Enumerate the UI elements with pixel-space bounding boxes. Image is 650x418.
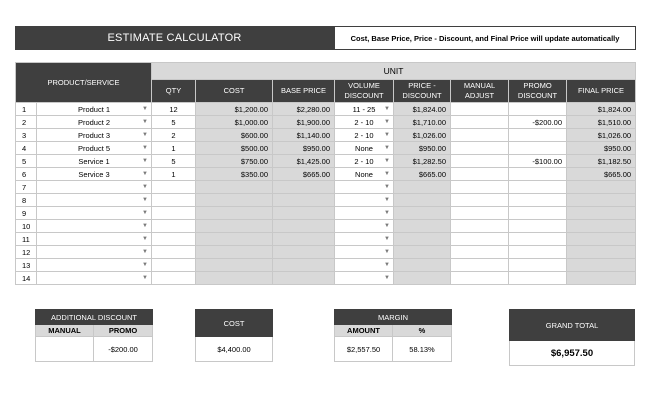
product-name: Product 3 [77, 130, 111, 140]
volume-discount-select[interactable] [335, 129, 394, 142]
manual-adjust-input[interactable] [451, 194, 509, 207]
manual-adjust-input[interactable] [451, 207, 509, 220]
chevron-down-icon[interactable]: ▼ [142, 249, 148, 255]
cost-cell: $1,000.00 [196, 116, 273, 129]
product-select[interactable] [37, 142, 152, 155]
promo-discount-input[interactable] [509, 181, 567, 194]
row-number: 5 [16, 155, 37, 168]
row-number: 14 [16, 272, 37, 285]
col-volume-discount: VOLUME DISCOUNT [335, 80, 394, 103]
base-price-cell [273, 259, 335, 272]
cost-title: COST [196, 310, 273, 337]
cost-cell: $750.00 [196, 155, 273, 168]
promo-discount-input[interactable] [509, 103, 567, 116]
table-row [16, 233, 636, 246]
col-cost: COST [196, 80, 273, 103]
row-number: 12 [16, 246, 37, 259]
promo-label: PROMO [94, 325, 153, 337]
table-row [16, 155, 636, 168]
volume-discount-value: None [355, 169, 373, 179]
product-select[interactable] [37, 272, 152, 285]
col-price-discount: PRICE - DISCOUNT [394, 80, 451, 103]
price-discount-cell [394, 181, 451, 194]
manual-adjust-input[interactable] [451, 259, 509, 272]
base-price-cell: $1,425.00 [273, 155, 335, 168]
table-row [16, 272, 636, 285]
margin-box [334, 309, 452, 362]
cost-cell [196, 181, 273, 194]
manual-adjust-input[interactable] [451, 246, 509, 259]
product-select[interactable] [37, 168, 152, 181]
table-row [16, 246, 636, 259]
price-discount-cell [394, 246, 451, 259]
cost-cell: $1,200.00 [196, 103, 273, 116]
volume-discount-select[interactable] [335, 181, 394, 194]
volume-discount-value: 11 - 25 [352, 104, 376, 114]
base-price-cell: $2,280.00 [273, 103, 335, 116]
product-select[interactable] [37, 129, 152, 142]
chevron-down-icon[interactable]: ▼ [384, 236, 390, 242]
manual-adjust-input[interactable] [451, 233, 509, 246]
final-price-cell [567, 246, 636, 259]
chevron-down-icon[interactable]: ▼ [384, 197, 390, 203]
volume-discount-value: 2 - 10 [354, 117, 374, 127]
additional-discount-title: ADDITIONAL DISCOUNT [36, 310, 153, 325]
price-discount-cell [394, 220, 451, 233]
volume-discount-select[interactable] [335, 142, 394, 155]
table-row [16, 142, 636, 155]
cost-cell [196, 246, 273, 259]
qty-input[interactable]: 1 [152, 168, 196, 181]
product-name: Service 1 [78, 156, 110, 166]
chevron-down-icon[interactable]: ▼ [384, 210, 390, 216]
product-select[interactable] [37, 259, 152, 272]
promo-discount-input[interactable] [509, 168, 567, 181]
manual-adjust-input[interactable] [451, 142, 509, 155]
row-number: 1 [16, 103, 37, 116]
chevron-down-icon[interactable]: ▼ [142, 106, 148, 112]
base-price-cell: $665.00 [273, 168, 335, 181]
table-row [16, 207, 636, 220]
promo-discount-input[interactable] [509, 246, 567, 259]
grand-total-title: GRAND TOTAL [510, 310, 635, 341]
col-final-price: FINAL PRICE [567, 80, 636, 103]
price-discount-cell: $1,282.50 [394, 155, 451, 168]
product-name: Service 3 [78, 169, 110, 179]
qty-input[interactable] [152, 181, 196, 194]
volume-discount-value: None [355, 143, 373, 153]
volume-discount-value: 2 - 10 [354, 130, 374, 140]
chevron-down-icon[interactable]: ▼ [384, 262, 390, 268]
final-price-cell: $1,026.00 [567, 129, 636, 142]
final-price-cell [567, 181, 636, 194]
qty-input[interactable] [152, 207, 196, 220]
chevron-down-icon[interactable]: ▼ [142, 210, 148, 216]
final-price-cell [567, 272, 636, 285]
volume-discount-select[interactable] [335, 233, 394, 246]
final-price-cell: $665.00 [567, 168, 636, 181]
qty-input[interactable] [152, 220, 196, 233]
price-discount-cell: $1,710.00 [394, 116, 451, 129]
row-number: 6 [16, 168, 37, 181]
product-select[interactable] [37, 155, 152, 168]
base-price-cell [273, 246, 335, 259]
estimate-table [15, 62, 636, 285]
volume-discount-select[interactable] [335, 103, 394, 116]
qty-input[interactable] [152, 272, 196, 285]
final-price-cell [567, 233, 636, 246]
chevron-down-icon[interactable]: ▼ [142, 262, 148, 268]
table-row [16, 116, 636, 129]
promo-discount-input[interactable] [509, 220, 567, 233]
chevron-down-icon[interactable]: ▼ [142, 145, 148, 151]
chevron-down-icon[interactable]: ▼ [384, 158, 390, 164]
price-discount-cell: $665.00 [394, 168, 451, 181]
product-select[interactable] [37, 233, 152, 246]
qty-input[interactable] [152, 246, 196, 259]
row-number: 3 [16, 129, 37, 142]
chevron-down-icon[interactable]: ▼ [384, 106, 390, 112]
promo-discount-input[interactable] [509, 233, 567, 246]
row-number: 2 [16, 116, 37, 129]
chevron-down-icon[interactable]: ▼ [384, 184, 390, 190]
volume-discount-select[interactable] [335, 168, 394, 181]
qty-input[interactable]: 5 [152, 116, 196, 129]
margin-amount-label: AMOUNT [335, 325, 393, 337]
manual-discount-input[interactable] [36, 337, 94, 362]
col-qty: QTY [152, 80, 196, 103]
chevron-down-icon[interactable]: ▼ [142, 236, 148, 242]
qty-input[interactable]: 5 [152, 155, 196, 168]
product-select[interactable] [37, 194, 152, 207]
chevron-down-icon[interactable]: ▼ [142, 197, 148, 203]
row-number: 13 [16, 259, 37, 272]
table-row [16, 259, 636, 272]
manual-adjust-input[interactable] [451, 220, 509, 233]
table-row [16, 220, 636, 233]
promo-discount-input[interactable] [509, 272, 567, 285]
product-name: Product 1 [77, 104, 111, 114]
final-price-cell [567, 207, 636, 220]
table-row [16, 181, 636, 194]
chevron-down-icon[interactable]: ▼ [384, 275, 390, 281]
cost-cell: $600.00 [196, 129, 273, 142]
margin-amount-value: $2,557.50 [335, 337, 393, 362]
product-name: Product 2 [77, 117, 111, 127]
cost-cell [196, 207, 273, 220]
price-discount-cell [394, 233, 451, 246]
chevron-down-icon[interactable]: ▼ [384, 132, 390, 138]
product-select[interactable] [37, 246, 152, 259]
volume-discount-select[interactable] [335, 220, 394, 233]
chevron-down-icon[interactable]: ▼ [142, 158, 148, 164]
promo-discount-input[interactable] [509, 259, 567, 272]
product-select[interactable] [37, 116, 152, 129]
volume-discount-select[interactable] [335, 194, 394, 207]
volume-discount-select[interactable] [335, 207, 394, 220]
col-base-price: BASE PRICE [273, 80, 335, 103]
qty-input[interactable]: 2 [152, 129, 196, 142]
chevron-down-icon[interactable]: ▼ [142, 119, 148, 125]
col-promo-discount: PROMO DISCOUNT [509, 80, 567, 103]
row-number: 9 [16, 207, 37, 220]
final-price-cell [567, 194, 636, 207]
manual-adjust-input[interactable] [451, 129, 509, 142]
manual-adjust-input[interactable] [451, 155, 509, 168]
cost-total-value: $4,400.00 [196, 337, 273, 362]
volume-discount-select[interactable] [335, 155, 394, 168]
promo-discount-input[interactable]: -$100.00 [509, 155, 567, 168]
price-discount-cell [394, 207, 451, 220]
product-name: Product 5 [77, 143, 111, 153]
margin-pct-value: 58.13% [393, 337, 452, 362]
final-price-cell [567, 220, 636, 233]
manual-adjust-input[interactable] [451, 116, 509, 129]
grand-total-box [509, 309, 635, 366]
promo-discount-input[interactable] [509, 194, 567, 207]
volume-discount-select[interactable] [335, 246, 394, 259]
qty-input[interactable] [152, 259, 196, 272]
chevron-down-icon[interactable]: ▼ [384, 171, 390, 177]
base-price-cell [273, 207, 335, 220]
additional-discount-box [35, 309, 153, 362]
base-price-cell [273, 233, 335, 246]
chevron-down-icon[interactable]: ▼ [142, 132, 148, 138]
cost-cell [196, 259, 273, 272]
promo-discount-value: -$200.00 [94, 337, 153, 362]
final-price-cell: $1,510.00 [567, 116, 636, 129]
page-title: ESTIMATE CALCULATOR [15, 26, 334, 50]
promo-discount-input[interactable] [509, 142, 567, 155]
product-service-header: PRODUCT/SERVICE [16, 63, 152, 103]
volume-discount-select[interactable] [335, 259, 394, 272]
price-discount-cell [394, 194, 451, 207]
base-price-cell: $950.00 [273, 142, 335, 155]
chevron-down-icon[interactable]: ▼ [384, 145, 390, 151]
chevron-down-icon[interactable]: ▼ [142, 171, 148, 177]
price-discount-cell [394, 259, 451, 272]
volume-discount-select[interactable] [335, 272, 394, 285]
cost-cell [196, 272, 273, 285]
product-select[interactable] [37, 207, 152, 220]
final-price-cell: $950.00 [567, 142, 636, 155]
qty-input[interactable] [152, 233, 196, 246]
unit-header: UNIT [152, 63, 636, 80]
qty-input[interactable]: 12 [152, 103, 196, 116]
cost-cell [196, 220, 273, 233]
col-manual-adjust: MANUAL ADJUST [451, 80, 509, 103]
chevron-down-icon[interactable]: ▼ [142, 275, 148, 281]
grand-total-value: $6,957.50 [510, 341, 635, 366]
margin-pct-label: % [393, 325, 452, 337]
cost-box [195, 309, 273, 362]
manual-adjust-input[interactable] [451, 272, 509, 285]
promo-discount-input[interactable]: -$200.00 [509, 116, 567, 129]
table-row [16, 194, 636, 207]
price-discount-cell: $1,026.00 [394, 129, 451, 142]
chevron-down-icon[interactable]: ▼ [142, 223, 148, 229]
table-row [16, 168, 636, 181]
margin-title: MARGIN [335, 310, 452, 325]
price-discount-cell: $950.00 [394, 142, 451, 155]
final-price-cell: $1,182.50 [567, 155, 636, 168]
price-discount-cell [394, 272, 451, 285]
qty-input[interactable] [152, 194, 196, 207]
qty-input[interactable]: 1 [152, 142, 196, 155]
base-price-cell: $1,140.00 [273, 129, 335, 142]
chevron-down-icon[interactable]: ▼ [384, 249, 390, 255]
final-price-cell [567, 259, 636, 272]
base-price-cell: $1,900.00 [273, 116, 335, 129]
volume-discount-select[interactable] [335, 116, 394, 129]
row-number: 11 [16, 233, 37, 246]
manual-adjust-input[interactable] [451, 103, 509, 116]
chevron-down-icon[interactable]: ▼ [384, 223, 390, 229]
row-number: 7 [16, 181, 37, 194]
table-row [16, 129, 636, 142]
volume-discount-value: 2 - 10 [354, 156, 374, 166]
product-select[interactable] [37, 220, 152, 233]
base-price-cell [273, 220, 335, 233]
manual-adjust-input[interactable] [451, 181, 509, 194]
table-row [16, 103, 636, 116]
cost-cell: $500.00 [196, 142, 273, 155]
row-number: 8 [16, 194, 37, 207]
base-price-cell [273, 194, 335, 207]
chevron-down-icon[interactable]: ▼ [142, 184, 148, 190]
base-price-cell [273, 181, 335, 194]
chevron-down-icon[interactable]: ▼ [384, 119, 390, 125]
final-price-cell: $1,824.00 [567, 103, 636, 116]
promo-discount-input[interactable] [509, 207, 567, 220]
base-price-cell [273, 272, 335, 285]
auto-update-note: Cost, Base Price, Price - Discount, and Final Price will update automatically [334, 26, 636, 50]
cost-cell: $350.00 [196, 168, 273, 181]
manual-label: MANUAL [36, 325, 94, 337]
row-number: 10 [16, 220, 37, 233]
product-select[interactable] [37, 103, 152, 116]
cost-cell [196, 233, 273, 246]
price-discount-cell: $1,824.00 [394, 103, 451, 116]
cost-cell [196, 194, 273, 207]
product-select[interactable] [37, 181, 152, 194]
row-number: 4 [16, 142, 37, 155]
manual-adjust-input[interactable] [451, 168, 509, 181]
promo-discount-input[interactable] [509, 129, 567, 142]
